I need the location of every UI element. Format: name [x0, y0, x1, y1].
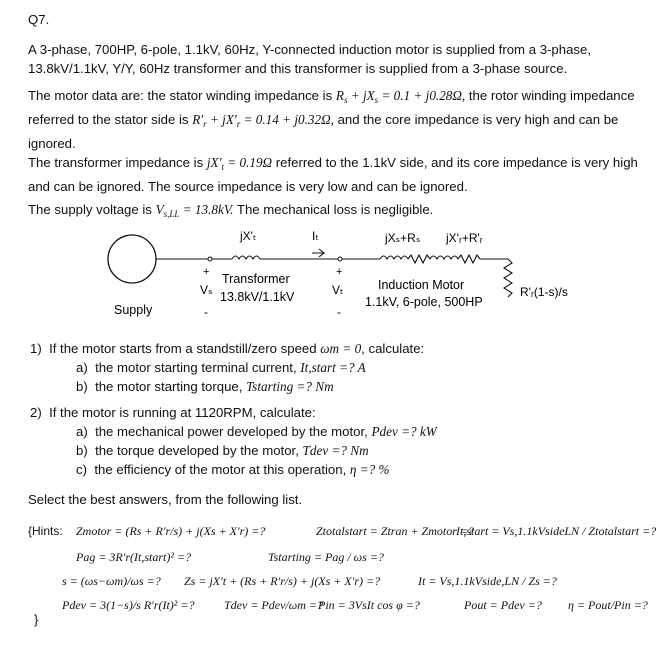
hint-pout: Pout = Pdev =? [464, 598, 542, 612]
hint-it: It = Vs,1.1kVside,LN / Zs =? [418, 574, 557, 588]
hints-open: {Hints: [28, 524, 63, 538]
plus-vs: + [203, 266, 210, 278]
minus-vt: - [337, 305, 341, 319]
label-jxt: jX'ₜ [240, 229, 257, 243]
label-jxr-rr: jX'ᵣ+R'ᵣ [446, 231, 483, 245]
supply-source [108, 235, 156, 283]
hint-tstarting: Tstarting = Pag / ωs =? [268, 550, 384, 564]
circuit-diagram [0, 222, 664, 327]
current-arrow [312, 249, 324, 257]
hint-tdev: Tdev = Pdev/ωm =? [224, 598, 323, 612]
select-instruction: Select the best answers, from the following list. [28, 492, 303, 507]
paragraph-2: The motor data are: the stator winding impedance is $R_s + jX_s = 0.1 + j0.28\Omega$, the rotor winding impedance referred to the stator side is $R'_r + jX'_r = 0.14 + j0.32\Omega$, and the core impedance is very high and can be ignored. [28, 88, 635, 151]
label-it: Iₜ [312, 229, 319, 243]
load-resistor [504, 259, 512, 297]
label-transformer-rating: 13.8kV/1.1kV [220, 290, 295, 304]
paragraph-4: The supply voltage is $V_{s,LL} = 13.8kV$. The mechanical loss is negligible. [28, 202, 434, 219]
hint-it-start: It,start = Vs,1.1kVsideLN / Ztotalstart =? [456, 524, 657, 538]
plus-vt: + [336, 266, 343, 278]
label-vt: Vₜ [332, 283, 344, 297]
paragraph-3: The transformer impedance is $jX'_t = 0.19\Omega$ referred to the 1.1kV side, and its core impedance is very high and can be ignored. The source impedance is very low and can be ignored. [28, 155, 638, 194]
resistor-rs [408, 255, 430, 263]
inductor-xr [430, 256, 458, 259]
minus-vs: - [204, 305, 208, 319]
hint-pdev: Pdev = 3(1−s)/s R′r(It)² =? [62, 598, 195, 612]
part-1a: a) the motor starting terminal current, It,start =? A [76, 360, 366, 375]
resistor-rr [458, 255, 480, 263]
part-2a: a) the mechanical power developed by the motor, Pdev =? kW [76, 424, 437, 439]
hint-slip: s = (ωs−ωm)/ωs =? [62, 574, 161, 588]
hint-pin: Pin = 3VsIt cos φ =? [318, 598, 420, 612]
question-number: Q7. [28, 12, 50, 27]
label-motor-rating: 1.1kV, 6-pole, 500HP [365, 295, 483, 309]
terminal-vt [338, 257, 342, 261]
inductor-xs [380, 256, 408, 259]
hint-zs: Zs = jX′t + (Rs + R′r/s) + j(Xs + X′r) =? [184, 574, 381, 588]
hint-eta: η = Pout/Pin =? [568, 598, 648, 612]
hint-zmotor: Zmotor = (Rs + R′r/s) + j(Xs + X′r) =? [76, 524, 266, 538]
hint-ztotal: Ztotalstart = Ztran + Zmotor =? [316, 524, 474, 538]
part-2c: c) the efficiency of the motor at this operation, η =? % [76, 462, 390, 477]
part-1b: b) the motor starting torque, Tstarting =? Nm [76, 379, 334, 394]
label-jxs-rs: jXₛ+Rₛ [385, 231, 421, 245]
terminal-vs [208, 257, 212, 261]
hints-block [28, 520, 658, 630]
label-supply: Supply [114, 303, 153, 317]
inductor-xt [232, 256, 260, 259]
hints-close: } [34, 612, 39, 627]
part-1-header: 1) If the motor starts from a standstill/zero speed ωm = 0, calculate: [30, 341, 425, 356]
paragraph-1: A 3-phase, 700HP, 6-pole, 1.1kV, 60Hz, Y-connected induction motor is supplied from a 3-phase, 13.8kV/1.1kV, Y/Y, 60Hz transformer and this transformer is supplied from a 3-phase source. [28, 42, 592, 76]
label-vs: Vₛ [200, 283, 213, 297]
part-2b: b) the torque developed by the motor, Tdev =? Nm [76, 443, 369, 458]
hint-pag: Pag = 3R′r(It,start)² =? [76, 550, 192, 564]
label-transformer: Transformer [222, 272, 290, 286]
label-load: R'ᵣ(1-s)/s [520, 285, 568, 299]
part-2-header: 2) If the motor is running at 1120RPM, calculate: [30, 405, 316, 420]
label-motor: Induction Motor [378, 278, 465, 292]
